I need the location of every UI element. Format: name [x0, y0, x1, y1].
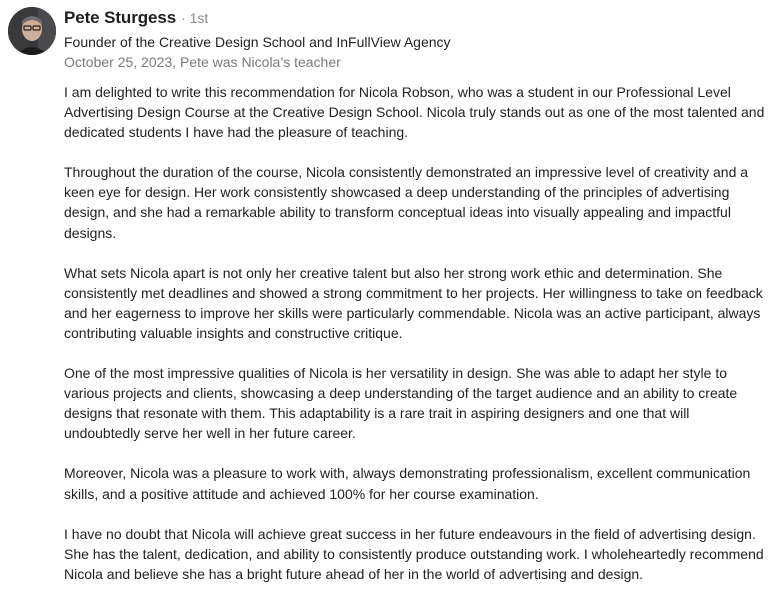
recommendation-meta: October 25, 2023, Pete was Nicola’s teacher	[64, 54, 341, 70]
avatar[interactable]	[8, 7, 56, 55]
recommender-headline: Founder of the Creative Design School and InFullView Agency	[64, 34, 451, 50]
recommendation-paragraph: I have no doubt that Nicola will achieve great success in her future endeavours in the field of advertising design. She has the talent, dedication, and ability to consistently produce outstanding work. I wholeheartedly recommend Nicola and believe she has a bright future ahead of her in the world of advertising and design.	[64, 525, 764, 582]
recommendation-paragraph: Moreover, Nicola was a pleasure to work with, always demonstrating professionalism, excellent communication skills, and a positive attitude and achieved 100% for her course examination.	[64, 465, 751, 502]
recommender-name[interactable]: Pete Sturgess	[64, 8, 177, 27]
recommendation-text	[64, 82, 768, 604]
person-photo-icon	[8, 7, 56, 55]
recommendation-paragraph: One of the most impressive qualities of Nicola is her versatility in design. She was able to adapt her style to various projects and clients, showcasing a deep understanding of the target audience and an ability to create designs that resonate with them. This adaptability is a rare trait in aspiring designers and one that will undoubtedly serve her well in her future career.	[64, 365, 738, 442]
recommender-header	[64, 8, 768, 72]
recommendation-paragraph: Throughout the duration of the course, Nicola consistently demonstrated an impressive level of creativity and a keen eye for design. Her work consistently showcased a deep understanding of the principles of advertising design, and she had a remarkable ability to transform conceptual ideas into visually appealing and impactful designs.	[64, 164, 749, 241]
recommendation-paragraph: I am delighted to write this recommendation for Nicola Robson, who was a student in our Professional Level Advertising Design Course at the Creative Design School. Nicola truly stands out as one of the most talented and dedicated students I have had the pleasure of teaching.	[64, 84, 765, 141]
recommendation-paragraph: What sets Nicola apart is not only her creative talent but also her strong work ethic and determination. She consistently met deadlines and showed a strong commitment to her projects. Her willingness to take on feedback and her eagerness to improve her skills were particularly commendable. Nicola was an active participant, always contributing valuable insights and constructive critique.	[64, 264, 763, 341]
connection-degree: · 1st	[181, 10, 209, 26]
name-line	[64, 8, 768, 32]
